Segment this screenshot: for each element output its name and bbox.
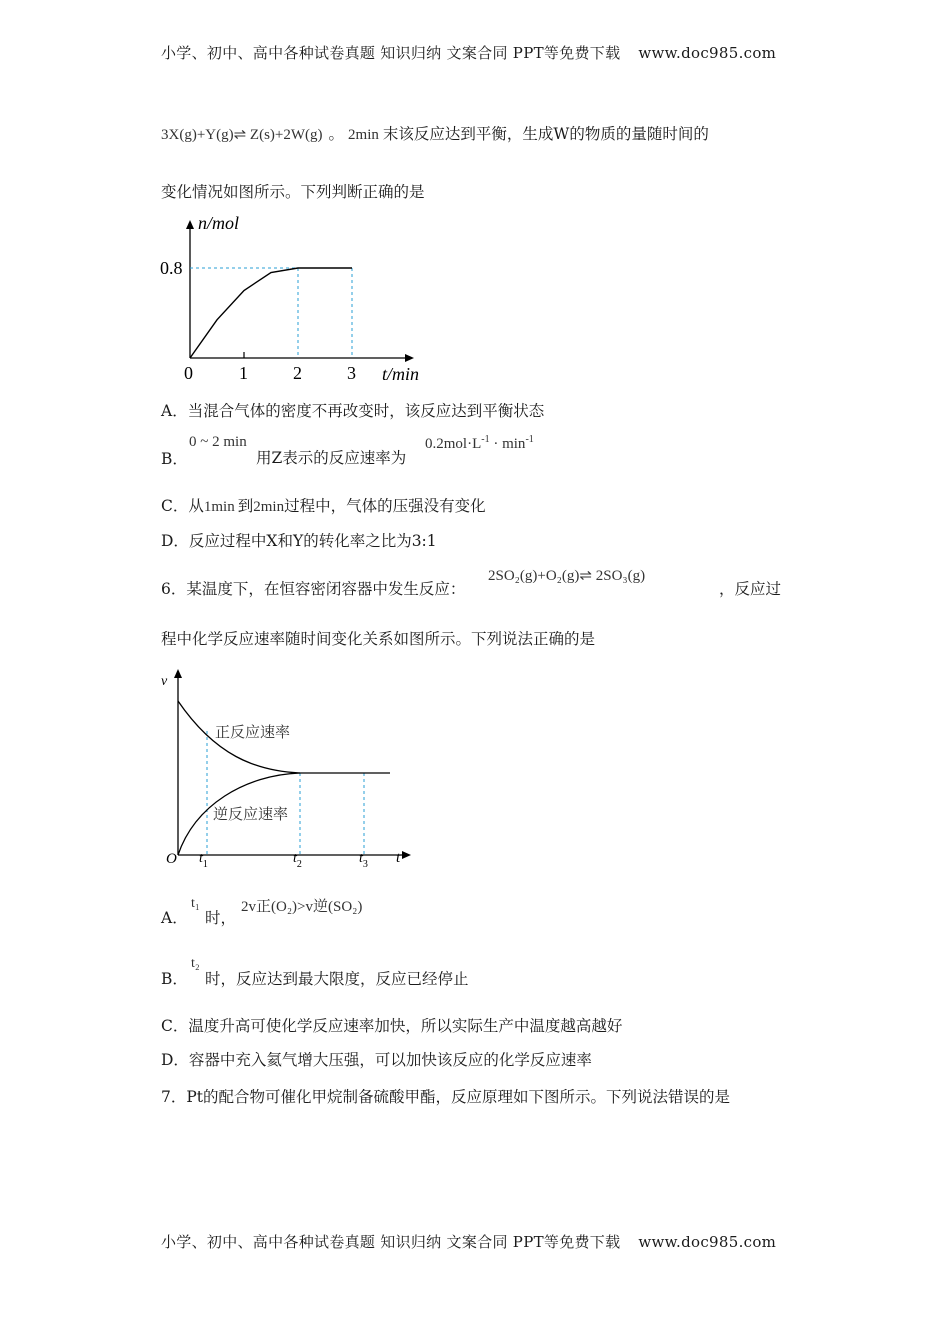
chart-w-amount xyxy=(150,210,450,390)
q6-stem-line2: 程中化学反应速率随时间变化关系如图所示。下列说法正确的是 xyxy=(161,630,596,648)
q6-option-a-t: t₁ xyxy=(191,896,200,911)
header-text: 小学、初中、高中各种试卷真题 知识归纳 文案合同 PPT等免费下载 xyxy=(161,44,621,62)
q6-option-c: C．温度升高可使化学反应速率加快，所以实际生产中温度越高越好 xyxy=(161,1017,623,1035)
page-header xyxy=(161,42,776,63)
y-axis-label: v xyxy=(161,674,168,689)
q6-option-a-label: A． xyxy=(161,909,188,927)
q5-option-b-range: 0 ~ 2 min xyxy=(189,434,247,450)
x-tick-label-2: 2 xyxy=(293,363,302,383)
origin-label: 0 xyxy=(184,363,193,383)
rate-mid: · min xyxy=(489,436,526,452)
origin-label: O xyxy=(166,851,177,867)
q5-option-c-rest: 过程中，气体的压强没有变化 xyxy=(284,497,486,515)
rate-exp2: -1 xyxy=(525,434,534,445)
q6-stem-prefix: 6．某温度下，在恒容密闭容器中发生反应： xyxy=(161,580,466,598)
q5-option-c-t2: 2min xyxy=(253,499,285,515)
x-axis-label: t xyxy=(396,850,401,866)
q5-stem-line1 xyxy=(161,122,709,144)
q6-stem-suffix: ，反应过 xyxy=(719,580,782,598)
series-w-line xyxy=(190,268,352,358)
q5-stem-line2: 变化情况如图所示。下列判断正确的是 xyxy=(161,183,425,201)
footer-text: 小学、初中、高中各种试卷真题 知识归纳 文案合同 PPT等免费下载 xyxy=(161,1233,621,1251)
q5-option-a: A．当混合气体的密度不再改变时，该反应达到平衡状态 xyxy=(161,402,545,420)
q5-option-c xyxy=(161,494,486,516)
header-site: www.doc985.com xyxy=(638,44,777,62)
q6-equation: 2SO₂(g)+O₂(g)⇌ 2SO₃(g) xyxy=(488,568,646,584)
footer-site: www.doc985.com xyxy=(638,1233,777,1251)
q5-option-c-mid: 到 xyxy=(237,497,254,515)
q6-stem-line1 xyxy=(161,563,801,599)
q5-option-b-label: B． xyxy=(161,450,188,468)
x-tick-label-t2: $t_2$ xyxy=(293,851,302,870)
q6-option-a-expr: 2v正(O₂)>v逆(SO₂) xyxy=(241,899,363,915)
q6-option-a xyxy=(161,890,561,930)
reverse-rate-label: 逆反应速率 xyxy=(213,805,289,823)
y-axis-label: n/mol xyxy=(198,213,240,233)
q6-option-b-label: B． xyxy=(161,970,188,988)
x-tick-label-t1: $t_1$ xyxy=(199,851,208,870)
q5-option-b-text: 用Z表示的反应速率为 xyxy=(256,449,407,467)
q7-stem: 7．Pt的配合物可催化甲烷制备硫酸甲酯，反应原理如下图所示。下列说法错误的是 xyxy=(161,1088,731,1106)
x-axis-label: t/min xyxy=(382,364,420,384)
q6-option-b-t: t₂ xyxy=(191,956,200,971)
rate-base: 0.2mol·L xyxy=(425,436,482,452)
q6-option-a-when: 时， xyxy=(205,909,237,927)
q5-period: 。 xyxy=(328,125,345,143)
x-tick-label-3: 3 xyxy=(347,363,356,383)
q6-option-b-text: 时，反应达到最大限度，反应已经停止 xyxy=(205,970,469,988)
guide-lines xyxy=(190,268,352,358)
q6-option-b xyxy=(161,952,561,992)
q5-time: 2min xyxy=(348,127,379,143)
forward-rate-label: 正反应速率 xyxy=(215,723,291,741)
q5-option-b-rate xyxy=(425,434,534,453)
x-axis-arrow xyxy=(405,354,414,362)
q5-option-b xyxy=(161,432,761,472)
y-tick-label-0.8: 0.8 xyxy=(160,258,183,278)
y-axis-arrow xyxy=(186,220,194,229)
q5-equation: 3X(g)+Y(g)⇌ Z(s)+2W(g) xyxy=(161,127,323,143)
x-tick-label-1: 1 xyxy=(239,363,248,383)
y-axis-arrow xyxy=(174,669,182,678)
q5-stem-rest: 末该反应达到平衡，生成W的物质的量随时间的 xyxy=(382,125,709,143)
q5-option-c-t1: 1min xyxy=(203,499,235,515)
x-axis-arrow xyxy=(402,851,411,859)
rate-exp1: -1 xyxy=(481,434,490,445)
q5-option-c-prefix: C．从 xyxy=(161,497,204,515)
q5-option-d: D．反应过程中X和Y的转化率之比为3:1 xyxy=(161,532,437,550)
chart-reaction-rate xyxy=(155,665,425,875)
q6-option-d: D．容器中充入氦气增大压强，可以加快该反应的化学反应速率 xyxy=(161,1051,592,1069)
page-footer xyxy=(161,1231,776,1252)
x-tick-label-t3: $t_3$ xyxy=(359,851,368,870)
